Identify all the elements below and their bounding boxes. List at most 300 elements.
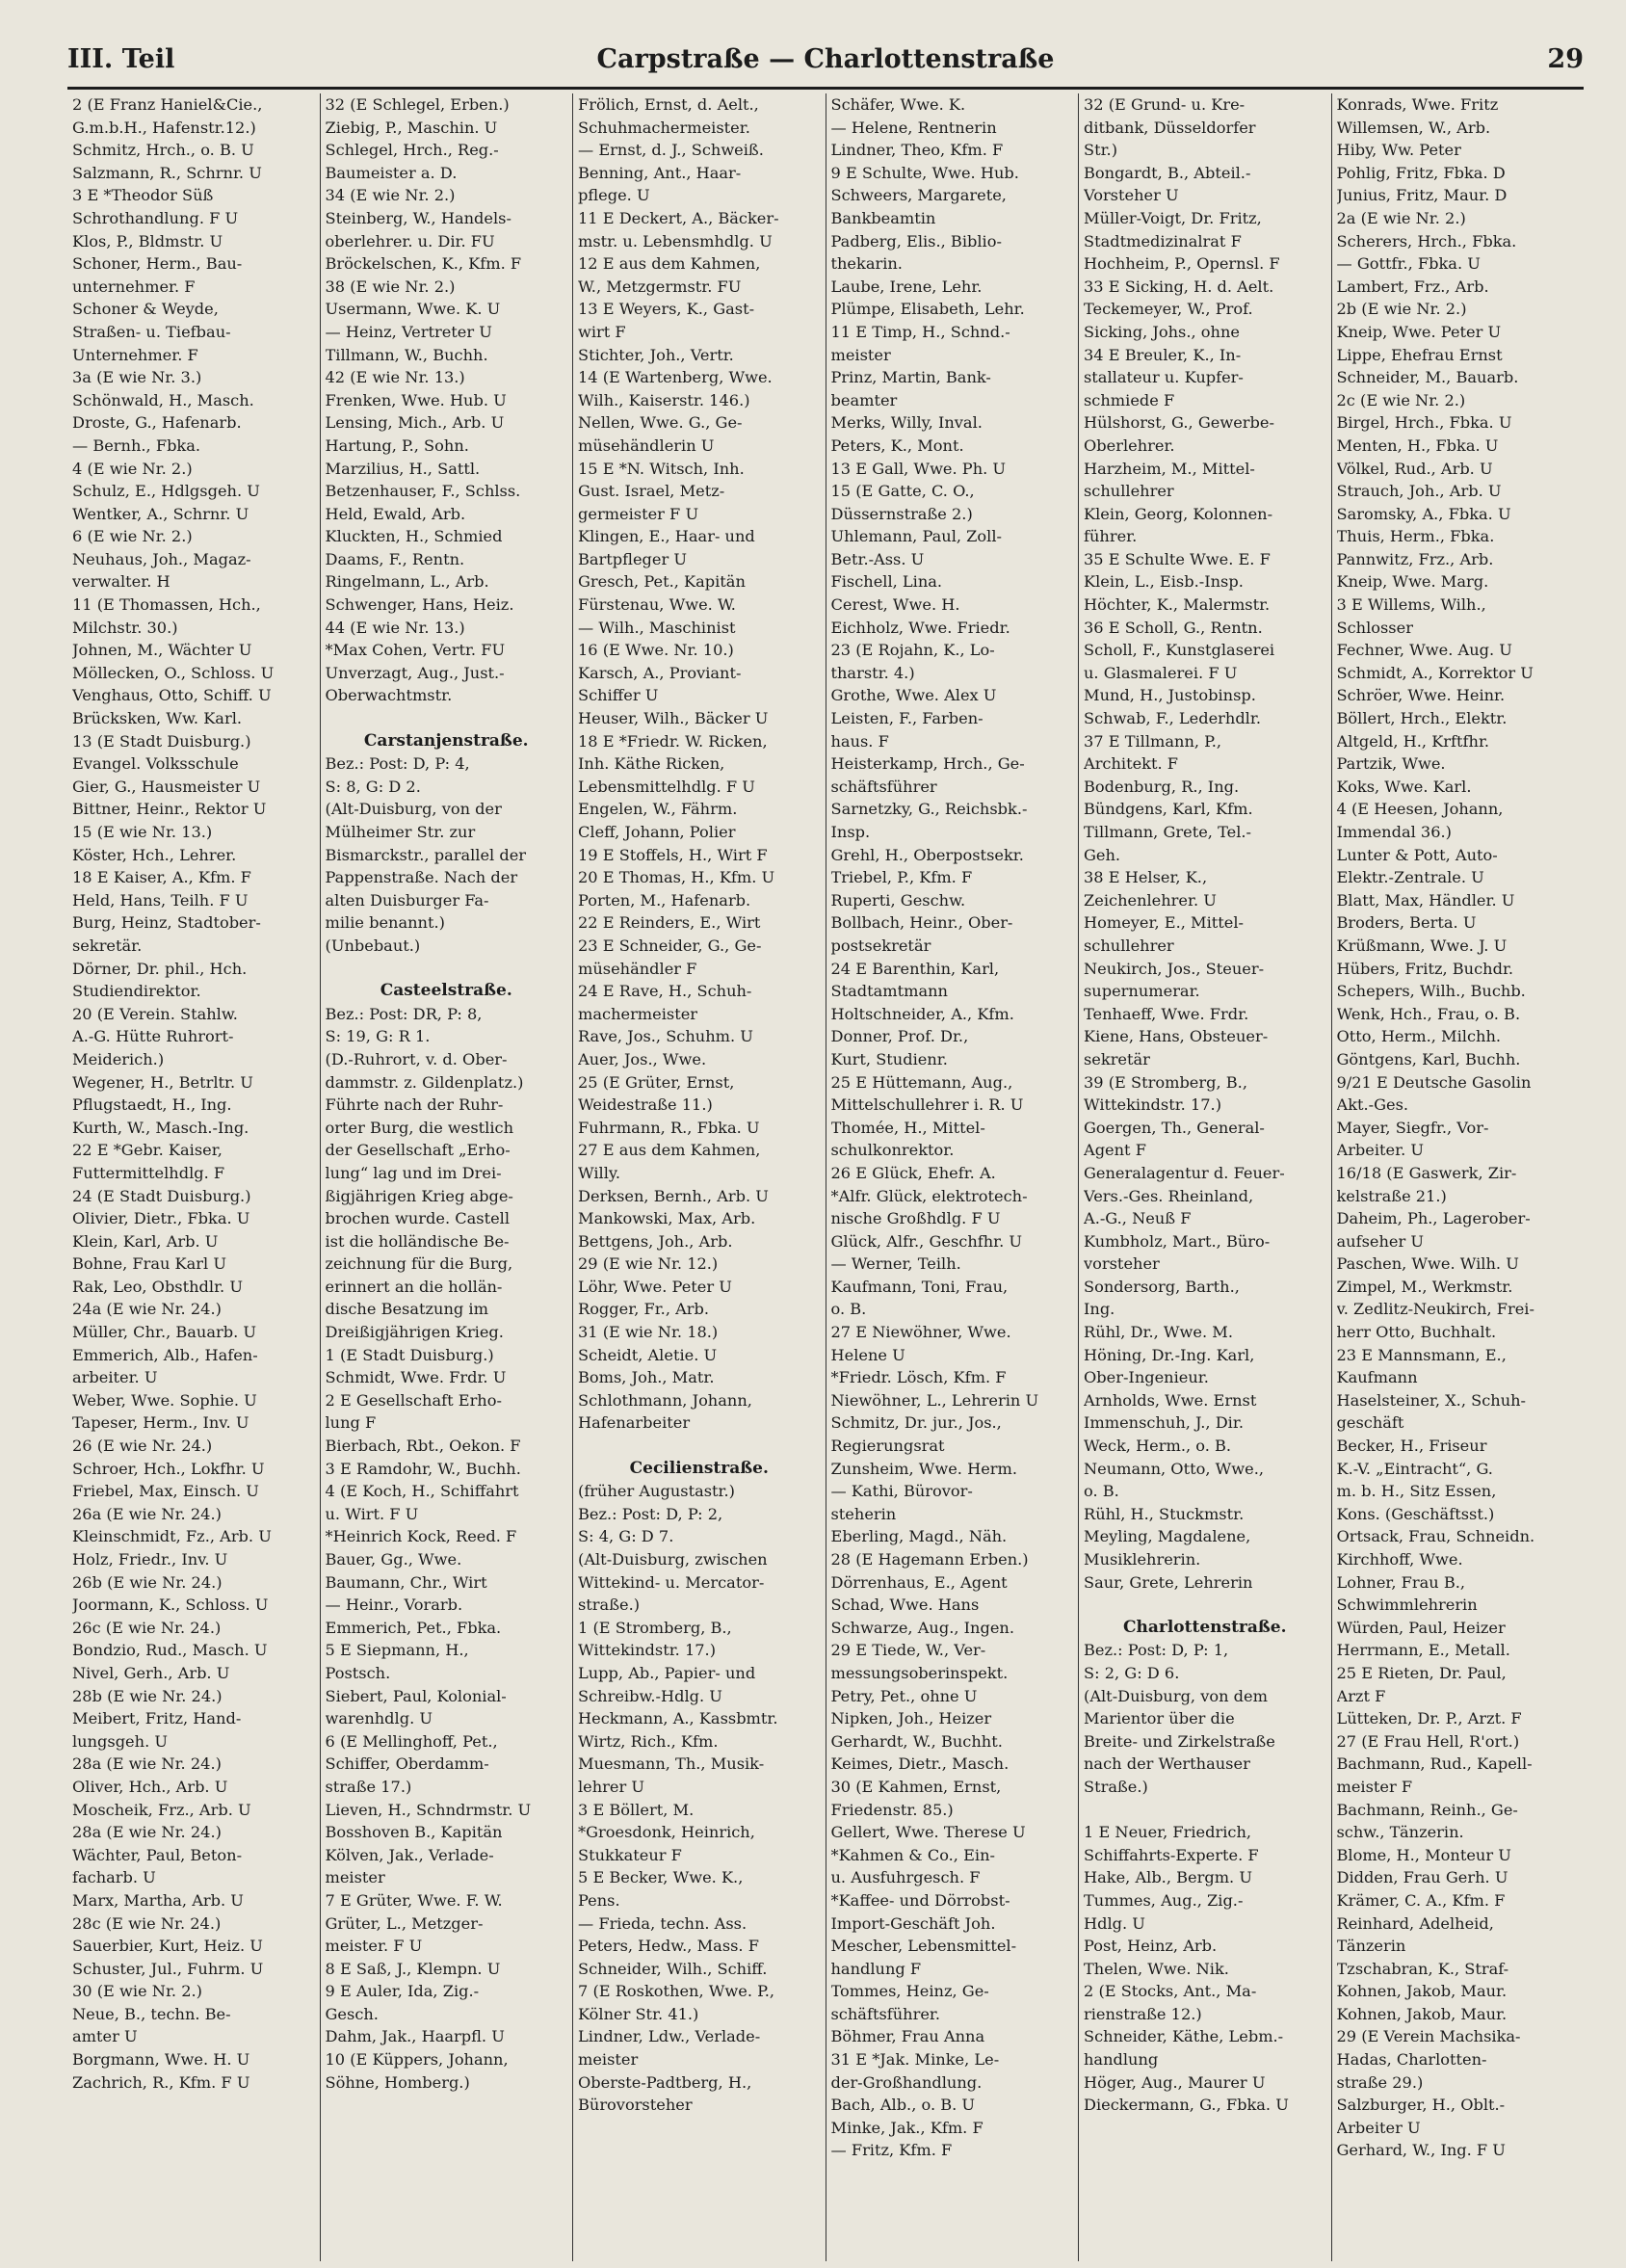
directory-entry: Kneip, Wwe. Marg. [1336,572,1489,592]
directory-entry: Milchstr. 30.) [72,618,178,637]
directory-entry: Wittekindstr. 17.) [578,1641,717,1660]
directory-entry: Grothe, Wwe. Alex U [830,686,997,705]
directory-entry: Joormann, K., Schloss. U [72,1596,269,1615]
directory-entry: schullehrer [1084,482,1174,501]
directory-entry: Stadtamtmann [830,982,948,1001]
directory-entry: Kumbholz, Mart., Büro- [1084,1231,1271,1251]
directory-entry: 26b (E wie Nr. 24.) [72,1572,223,1592]
directory-entry: Oberwachtmstr. [325,686,453,705]
directory-entry: Didden, Frau Gerh. U [1336,1868,1508,1887]
directory-entry: Führte nach der Ruhr- [325,1095,504,1115]
directory-entry: 10 (E Küppers, Johann, [325,2050,509,2070]
directory-entry: tharstr. 4.) [830,663,915,682]
directory-entry: Konrads, Wwe. Fritz [1336,95,1499,114]
directory-column-6 [1332,93,1585,2261]
directory-entry: 5 E Becker, Wwe. K., [578,1868,744,1887]
directory-entry: 23 E Schneider, G., Ge- [578,936,762,955]
directory-entry: Fechner, Wwe. Aug. U [1336,641,1512,660]
directory-entry: Musiklehrerin. [1084,1550,1201,1569]
directory-entry: Daams, F., Rentn. [325,549,465,568]
directory-entry: Schwarze, Aug., Ingen. [830,1618,1014,1637]
directory-entry: Postsch. [325,1663,391,1682]
directory-entry: Schmidt, Wwe. Frdr. U [325,1368,507,1387]
directory-entry: Petry, Pet., ohne U [830,1686,978,1705]
directory-entry: 1 E Neuer, Friedrich, [1084,1823,1252,1842]
directory-entry: Kiene, Hans, Obsteuer- [1084,1027,1269,1046]
directory-entry: aufseher U [1336,1231,1424,1251]
directory-entry: 37 E Tillmann, P., [1084,731,1222,751]
directory-entry: Lunter & Pott, Auto- [1336,845,1498,864]
directory-entry: Schweers, Margarete, [830,186,1007,205]
directory-entry: Schäfer, Wwe. K. [830,95,966,114]
directory-entry: Schlosser [1336,618,1413,637]
directory-entry: Hiby, Ww. Peter [1336,141,1461,160]
directory-entry: schäftsführer. [830,2004,941,2023]
directory-entry: Lupp, Ab., Papier- und [578,1663,756,1682]
directory-entry: Eichholz, Wwe. Friedr. [830,618,1010,637]
directory-entry: Bürovorsteher [578,2096,693,2115]
directory-entry: Regierungsrat [830,1437,945,1456]
directory-entry: postsekretär [830,936,931,955]
directory-entry: Kirchhoff, Wwe. [1336,1550,1463,1569]
directory-entry: Junius, Fritz, Maur. D [1336,186,1508,205]
directory-entry: Hadas, Charlotten- [1336,2050,1487,2070]
directory-entry: 18 E *Friedr. W. Ricken, [578,731,768,751]
directory-entry: Mittelschullehrer i. R. U [830,1095,1024,1115]
directory-entry: Usermann, Wwe. K. U [325,300,501,319]
directory-entry: Futtermittelhdlg. F [72,1163,225,1182]
directory-entry: Klos, P., Bldmstr. U [72,231,223,251]
directory-column-5 [1079,93,1332,2261]
directory-entry: — Helene, Rentnerin [830,118,997,137]
directory-entry: Pens. [578,1890,620,1910]
directory-entry: Scheidt, Aletie. U [578,1345,718,1364]
directory-entry: Schneider, Wilh., Schiff. [578,1959,768,1978]
directory-entry: Pflugstaedt, H., Ing. [72,1095,232,1115]
directory-entry: sekretär [1084,1049,1150,1068]
directory-entry: Mayer, Siegfr., Vor- [1336,1118,1489,1137]
directory-entry: Baumann, Chr., Wirt [325,1572,487,1592]
directory-entry: 2c (E wie Nr. 2.) [1336,390,1466,409]
directory-entry: Rave, Jos., Schuhm. U [578,1027,753,1046]
directory-entry: Bollbach, Heinr., Ober- [830,913,1013,933]
directory-entry: Schmitz, Hrch., o. B. U [72,141,254,160]
directory-entry: 7 E Grüter, Wwe. F. W. [325,1890,503,1910]
directory-entry: Düssernstraße 2.) [830,504,973,523]
directory-entry: Gresch, Pet., Kapitän [578,572,746,592]
directory-entry: Schuhmachermeister. [578,118,750,137]
directory-entry: — Wilh., Maschinist [578,618,736,637]
directory-entry: Helene U [830,1345,905,1364]
directory-entry: Neumann, Otto, Wwe., [1084,1459,1264,1478]
directory-entry: Scherers, Hrch., Fbka. [1336,231,1517,251]
directory-entry: Bettgens, Joh., Arb. [578,1231,733,1251]
directory-entry: Straßen- u. Tiefbau- [72,322,231,341]
directory-entry: Bartpfleger U [578,549,687,568]
directory-entry: Schroer, Hch., Lokfhr. U [72,1459,265,1478]
directory-entry: Tillmann, Grete, Tel.- [1084,823,1252,841]
directory-entry: 28a (E wie Nr. 24.) [72,1754,222,1774]
directory-entry: Höger, Aug., Maurer U [1084,2072,1266,2092]
directory-entry: 31 E *Jak. Minke, Le- [830,2050,1000,2070]
directory-entry: Laube, Irene, Lehr. [830,277,983,296]
directory-entry: Meibert, Fritz, Hand- [72,1709,242,1728]
directory-entry: Schreibw.-Hdlg. U [578,1686,722,1705]
directory-entry: Stadtmedizinalrat F [1084,231,1242,251]
directory-entry: lungsgeh. U [72,1731,168,1751]
directory-entry: straße 29.) [1336,2072,1424,2092]
directory-entry: machermeister [578,1004,698,1023]
directory-entry: Schneider, Käthe, Lebm.- [1084,2027,1284,2046]
directory-entry: G.m.b.H., Hafenstr.12.) [72,118,256,137]
directory-entry: Löhr, Wwe. Peter U [578,1277,732,1296]
directory-entry: o. B. [830,1300,867,1319]
directory-entry: — Heinr., Vorarb. [325,1596,463,1615]
directory-entry: lung F [325,1413,377,1433]
directory-entry: Niewöhner, L., Lehrerin U [830,1390,1039,1410]
directory-entry: herr Otto, Buchhalt. [1336,1323,1497,1342]
directory-entry: 24 (E Stadt Duisburg.) [72,1186,251,1205]
directory-entry: Fischell, Lina. [830,572,943,592]
directory-entry: (D.-Ruhrort, v. d. Ober- [325,1049,508,1068]
directory-entry: Bosshoven B., Kapitän [325,1823,503,1842]
directory-entry: 24a (E wie Nr. 24.) [72,1300,222,1319]
directory-entry: 8 E Saß, J., Klempn. U [325,1959,501,1978]
directory-entry: A.-G., Neuß F [1084,1209,1192,1228]
directory-entry: Triebel, P., Kfm. F [830,868,973,887]
directory-entry: Bismarckstr., parallel der [325,845,527,864]
directory-entry: Kaufmann [1336,1368,1418,1387]
directory-entry: Vers.-Ges. Rheinland, [1084,1186,1254,1205]
directory-entry: Ruperti, Geschw. [830,890,966,910]
directory-entry: Brücksken, Ww. Karl. [72,709,243,728]
directory-entry: Weber, Wwe. Sophie. U [72,1390,257,1410]
directory-entry: Benning, Ant., Haar- [578,163,742,182]
directory-entry: — Gottfr., Fbka. U [1336,254,1481,274]
directory-entry: Str.) [1084,141,1118,160]
directory-entry: 27 E Niewöhner, Wwe. [830,1323,1011,1342]
directory-entry: ditbank, Düsseldorfer [1084,118,1256,137]
directory-entry: Siebert, Paul, Kolonial- [325,1686,507,1705]
directory-entry: Evangel. Volksschule [72,754,239,774]
directory-entry: *Heinrich Kock, Reed. F [325,1527,517,1546]
directory-entry: Lieven, H., Schndrmstr. U [325,1800,532,1819]
directory-entry: Goergen, Th., General- [1084,1118,1265,1137]
directory-entry: Lindner, Ldw., Verlade- [578,2027,761,2046]
directory-entry: v. Zedlitz-Neukirch, Frei- [1336,1300,1534,1319]
directory-entry: Hochheim, P., Opernsl. F [1084,254,1280,274]
directory-entry: Wirtz, Rich., Kfm. [578,1731,719,1751]
directory-entry: Marx, Martha, Arb. U [72,1890,244,1910]
directory-entry: geschäft [1336,1413,1404,1433]
directory-entry: 30 (E wie Nr. 2.) [72,1982,202,2001]
directory-entry: 30 (E Kahmen, Ernst, [830,1777,1002,1796]
part-label: III. Teil [67,44,175,74]
directory-entry: Kohnen, Jakob, Maur. [1336,1982,1508,2001]
directory-entry: 28b (E wie Nr. 24.) [72,1686,223,1705]
directory-entry: meister. F U [325,1937,423,1956]
directory-entry: nische Großhdlg. F U [830,1209,1001,1228]
directory-entry: Ortsack, Frau, Schneidn. [1336,1527,1535,1546]
directory-entry: (Alt-Duisburg, von dem [1084,1686,1268,1705]
directory-entry: Gellert, Wwe. Therese U [830,1823,1026,1842]
directory-entry: Agent F [1084,1141,1146,1160]
directory-entry: Fürstenau, Wwe. W. [578,595,736,615]
directory-entry: Eberling, Magd., Näh. [830,1527,1008,1546]
directory-entry: Emmerich, Pet., Fbka. [325,1618,502,1637]
directory-entry: — Kathi, Bürovor- [830,1482,973,1501]
directory-entry: der-Großhandlung. [830,2072,983,2092]
directory-entry: meister [578,2050,639,2070]
directory-entry: Müller, Chr., Bauarb. U [72,1323,257,1342]
directory-entry: Völkel, Rud., Arb. U [1336,459,1493,478]
directory-entry: A.-G. Hütte Ruhrort- [72,1027,234,1046]
directory-entry: Höchter, K., Malermstr. [1084,595,1271,615]
directory-entry: 36 E Scholl, G., Rentn. [1084,618,1263,637]
directory-entry: Gust. Israel, Metz- [578,482,725,501]
directory-entry: — Fritz, Kfm. F [830,2141,953,2160]
directory-entry: 18 E Kaiser, A., Kfm. F [72,868,251,887]
directory-entry: Venghaus, Otto, Schiff. U [72,686,272,705]
directory-entry: pflege. U [578,186,650,205]
directory-entry: 20 E Thomas, H., Kfm. U [578,868,775,887]
directory-entry: 27 E aus dem Kahmen, [578,1141,761,1160]
directory-entry: Möllecken, O., Schloss. U [72,663,275,682]
directory-entry: 42 (E wie Nr. 13.) [325,368,465,387]
directory-entry: Klein, Karl, Arb. U [72,1231,219,1251]
directory-entry: 15 E *N. Witsch, Inh. [578,459,745,478]
directory-entry: Inh. Käthe Ricken, [578,754,725,774]
directory-entry: 20 (E Verein. Stahlw. [72,1004,238,1023]
directory-entry: Weidestraße 11.) [578,1095,713,1115]
directory-entry: Zunsheim, Wwe. Herm. [830,1459,1018,1478]
directory-entry: Schad, Wwe. Hans [830,1596,980,1615]
directory-entry: Sondersorg, Barth., [1084,1277,1240,1296]
directory-entry: Broders, Berta. U [1336,913,1477,933]
directory-entry: *Friedr. Lösch, Kfm. F [830,1368,1007,1387]
directory-entry: 38 E Helser, K., [1084,868,1208,887]
directory-entry: Lambert, Frz., Arb. [1336,277,1489,296]
directory-entry: *Kahmen & Co., Ein- [830,1845,995,1864]
directory-entry: Vorsteher U [1084,186,1179,205]
page-number: 29 [1547,44,1584,74]
directory-entry: — Ernst, d. J., Schweiß. [578,141,764,160]
directory-entry: 2 (E Stocks, Ant., Ma- [1084,1982,1257,2001]
directory-entry: alten Duisburger Fa- [325,890,489,910]
directory-entry: Oberlehrer. [1084,435,1175,455]
directory-entry: Bez.: Post: D, P: 4, [325,754,470,774]
directory-entry: Peters, Hedw., Mass. F [578,1937,759,1956]
directory-entry: 9 E Schulte, Wwe. Hub. [830,163,1019,182]
directory-entry: Tapeser, Herm., Inv. U [72,1413,249,1433]
directory-entry: unternehmer. F [72,277,196,296]
directory-entry: W., Metzgermstr. FU [578,277,742,296]
directory-entry: Schmidt, A., Korrektor U [1336,663,1534,682]
directory-entry: Pappenstraße. Nach der [325,868,518,887]
directory-entry: Wittekind- u. Mercator- [578,1572,765,1592]
directory-entry: Muesmann, Th., Musik- [578,1754,765,1774]
directory-entry: Nellen, Wwe. G., Ge- [578,413,743,433]
spacer [1084,1594,1326,1617]
directory-entry: Reinhard, Adelheid, [1336,1913,1494,1933]
street-heading: Casteelstraße. [380,981,512,1001]
directory-entry: Olivier, Dietr., Fbka. U [72,1209,250,1228]
directory-entry: o. B. [1084,1482,1119,1501]
directory-entry: 9 E Auler, Ida, Zig.- [325,1982,480,2001]
directory-entry: 28a (E wie Nr. 24.) [72,1823,222,1842]
directory-entry: Steinberg, W., Handels- [325,208,511,227]
directory-entry: 2 E Gesellschaft Erho- [325,1390,502,1410]
directory-entry: Johnen, M., Wächter U [72,641,252,660]
directory-entry: Dörrenhaus, E., Agent [830,1572,1008,1592]
directory-entry: Moscheik, Frz., Arb. U [72,1800,251,1819]
directory-entry: Ringelmann, L., Arb. [325,572,489,592]
directory-entry: Rühl, H., Stuckmstr. [1084,1504,1245,1523]
directory-entry: 2b (E wie Nr. 2.) [1336,300,1467,319]
directory-entry: Tenhaeff, Wwe. Frdr. [1084,1004,1249,1023]
directory-entry: (früher Augustastr.) [578,1482,735,1501]
directory-entry: der Gesellschaft „Erho- [325,1141,511,1160]
directory-entry: 25 E Rieten, Dr. Paul, [1336,1663,1507,1682]
directory-entry: Ober-Ingenieur. [1084,1368,1209,1387]
directory-entry: sekretär. [72,936,143,955]
directory-entry: 13 E Weyers, K., Gast- [578,300,755,319]
directory-entry: Neuhaus, Joh., Magaz- [72,549,251,568]
directory-entry: arbeiter. U [72,1368,158,1387]
directory-entry: 3 E *Theodor Süß [72,186,214,205]
directory-entry: Peters, K., Mont. [830,435,964,455]
directory-entry: Wilh., Kaiserstr. 146.) [578,390,750,409]
directory-entry: 25 (E Grüter, Ernst, [578,1072,735,1092]
directory-entry: Oberste-Padtberg, H., [578,2072,752,2092]
directory-entry: Elektr.-Zentrale. U [1336,868,1484,887]
directory-entry: — Bernh., Fbka. [72,435,201,455]
directory-entry: 26 E Glück, Ehefr. A. [830,1163,996,1182]
directory-entry: Straße.) [1084,1777,1148,1796]
directory-entry: Schoner & Weyde, [72,300,219,319]
directory-entry: Oliver, Hch., Arb. U [72,1777,228,1796]
directory-entry: Emmerich, Alb., Hafen- [72,1345,258,1364]
directory-entry: Müller-Voigt, Dr. Fritz, [1084,208,1262,227]
directory-entry: (Alt-Duisburg, zwischen [578,1550,768,1569]
directory-entry: warenhdlg. U [325,1709,433,1728]
directory-entry: Salzburger, H., Oblt.- [1336,2096,1506,2115]
directory-entry: Porten, M., Hafenarb. [578,890,751,910]
directory-entry: Schepers, Wilh., Buchb. [1336,982,1526,1001]
directory-entry: 3a (E wie Nr. 3.) [72,368,202,387]
directory-entry: Herrmann, E., Metall. [1336,1641,1510,1660]
directory-entry: Dörner, Dr. phil., Hch. [72,959,248,978]
directory-entry: (Alt-Duisburg, von der [325,800,502,819]
directory-entry: 4 (E Koch, H., Schiffahrt [325,1482,519,1501]
directory-entry: Arbeiter. U [1336,1141,1425,1160]
directory-entry: u. Wirt. F U [325,1504,419,1523]
directory-entry: vorsteher [1084,1254,1160,1274]
directory-entry: *Max Cohen, Vertr. FU [325,641,506,660]
directory-entry: S: 2, G: D 6. [1084,1663,1180,1682]
directory-entry: 26 (E wie Nr. 24.) [72,1437,213,1456]
directory-entry: lung“ lag und im Drei- [325,1163,502,1182]
directory-entry: Hake, Alb., Bergm. U [1084,1868,1252,1887]
directory-entry: Geh. [1084,845,1121,864]
directory-entry: Kölner Str. 41.) [578,2004,699,2023]
directory-entry: Held, Hans, Teilh. F U [72,890,249,910]
directory-entry: Betzenhauser, F., Schlss. [325,482,521,501]
directory-entry: Ing. [1084,1300,1115,1319]
directory-entry: Borgmann, Wwe. H. U [72,2050,250,2070]
directory-entry: Friebel, Max, Einsch. U [72,1482,259,1501]
directory-entry: schw., Tänzerin. [1336,1823,1464,1842]
directory-entry: Hübers, Fritz, Buchdr. [1336,959,1514,978]
directory-entry: Bongardt, B., Abteil.- [1084,163,1251,182]
directory-entry: Bachmann, Reinh., Ge- [1336,1800,1518,1819]
directory-entry: Krüßmann, Wwe. J. U [1336,936,1508,955]
directory-entry: Daheim, Ph., Lagerober- [1336,1209,1531,1228]
directory-entry: Baumeister a. D. [325,163,458,182]
directory-column-1 [67,93,321,2261]
directory-entry: 6 (E Mellinghoff, Pet., [325,1731,498,1751]
street-heading: Charlottenstraße. [1122,1617,1287,1637]
directory-entry: zeichnung für die Burg, [325,1254,513,1274]
directory-entry: Böhmer, Frau Anna [830,2027,985,2046]
directory-entry: Altgeld, H., Krftfhr. [1336,731,1490,751]
directory-entry: Willemsen, W., Arb. [1336,118,1491,137]
directory-entry: Grehl, H., Oberpostsekr. [830,845,1024,864]
directory-entry: Fuhrmann, R., Fbka. U [578,1118,760,1137]
directory-entry: oberlehrer. u. Dir. FU [325,231,495,251]
directory-entry: Plümpe, Elisabeth, Lehr. [830,300,1025,319]
directory-entry: 32 (E Schlegel, Erben.) [325,95,510,114]
directory-entry: Klein, Georg, Kolonnen- [1084,504,1273,523]
directory-entry: 19 E Stoffels, H., Wirt F [578,845,768,864]
directory-entry: Kleinschmidt, Fz., Arb. U [72,1527,272,1546]
directory-entry: u. Ausfuhrgesch. F [830,1868,981,1887]
directory-entry: Schwab, F., Lederhdlr. [1084,709,1261,728]
directory-entry: schmiede F [1084,390,1175,409]
directory-entry: Bauer, Gg., Wwe. [325,1550,462,1569]
directory-entry: Studiendirektor. [72,982,201,1001]
directory-entry: 39 (E Stromberg, B., [1084,1072,1247,1092]
directory-entry: Blome, H., Monteur U [1336,1845,1511,1864]
directory-entry: brochen wurde. Castell [325,1209,511,1228]
directory-entry: 29 (E Verein Machsika- [1336,2027,1521,2046]
directory-entry: Holz, Friedr., Inv. U [72,1550,228,1569]
page-header [67,40,1584,90]
directory-entry: 28 (E Hagemann Erben.) [830,1550,1029,1569]
directory-entry: 31 (E wie Nr. 18.) [578,1323,719,1342]
directory-entry: Schwimmlehrerin [1336,1596,1478,1615]
directory-entry: Sarnetzky, G., Reichsbk.- [830,800,1028,819]
directory-entry: Schiffahrts-Experte. F [1084,1845,1259,1864]
directory-column-2 [321,93,574,2261]
directory-entry: Schlothmann, Johann, [578,1390,752,1410]
directory-entry: Meyling, Magdalene, [1084,1527,1251,1546]
directory-entry: 24 E Rave, H., Schuh- [578,982,752,1001]
directory-entry: rienstraße 12.) [1084,2004,1202,2023]
directory-entry: Mülheimer Str. zur [325,823,476,841]
directory-entry: Schwenger, Hans, Heiz. [325,595,514,615]
directory-entry: mstr. u. Lebensmhdlg. U [578,231,773,251]
directory-entry: Cleff, Johann, Polier [578,823,736,841]
directory-entry: 27 (E Frau Hell, R'ort.) [1336,1731,1520,1751]
directory-entry: 4 (E wie Nr. 2.) [72,459,193,478]
street-range-title: Carpstraße — Charlottenstraße [596,44,1055,74]
directory-entry: Schneider, M., Bauarb. [1336,368,1519,387]
directory-column-3 [573,93,826,2261]
street-heading: Cecilienstraße. [629,1458,769,1478]
directory-entry: Rogger, Fr., Arb. [578,1300,710,1319]
directory-entry: Söhne, Homberg.) [325,2072,470,2092]
